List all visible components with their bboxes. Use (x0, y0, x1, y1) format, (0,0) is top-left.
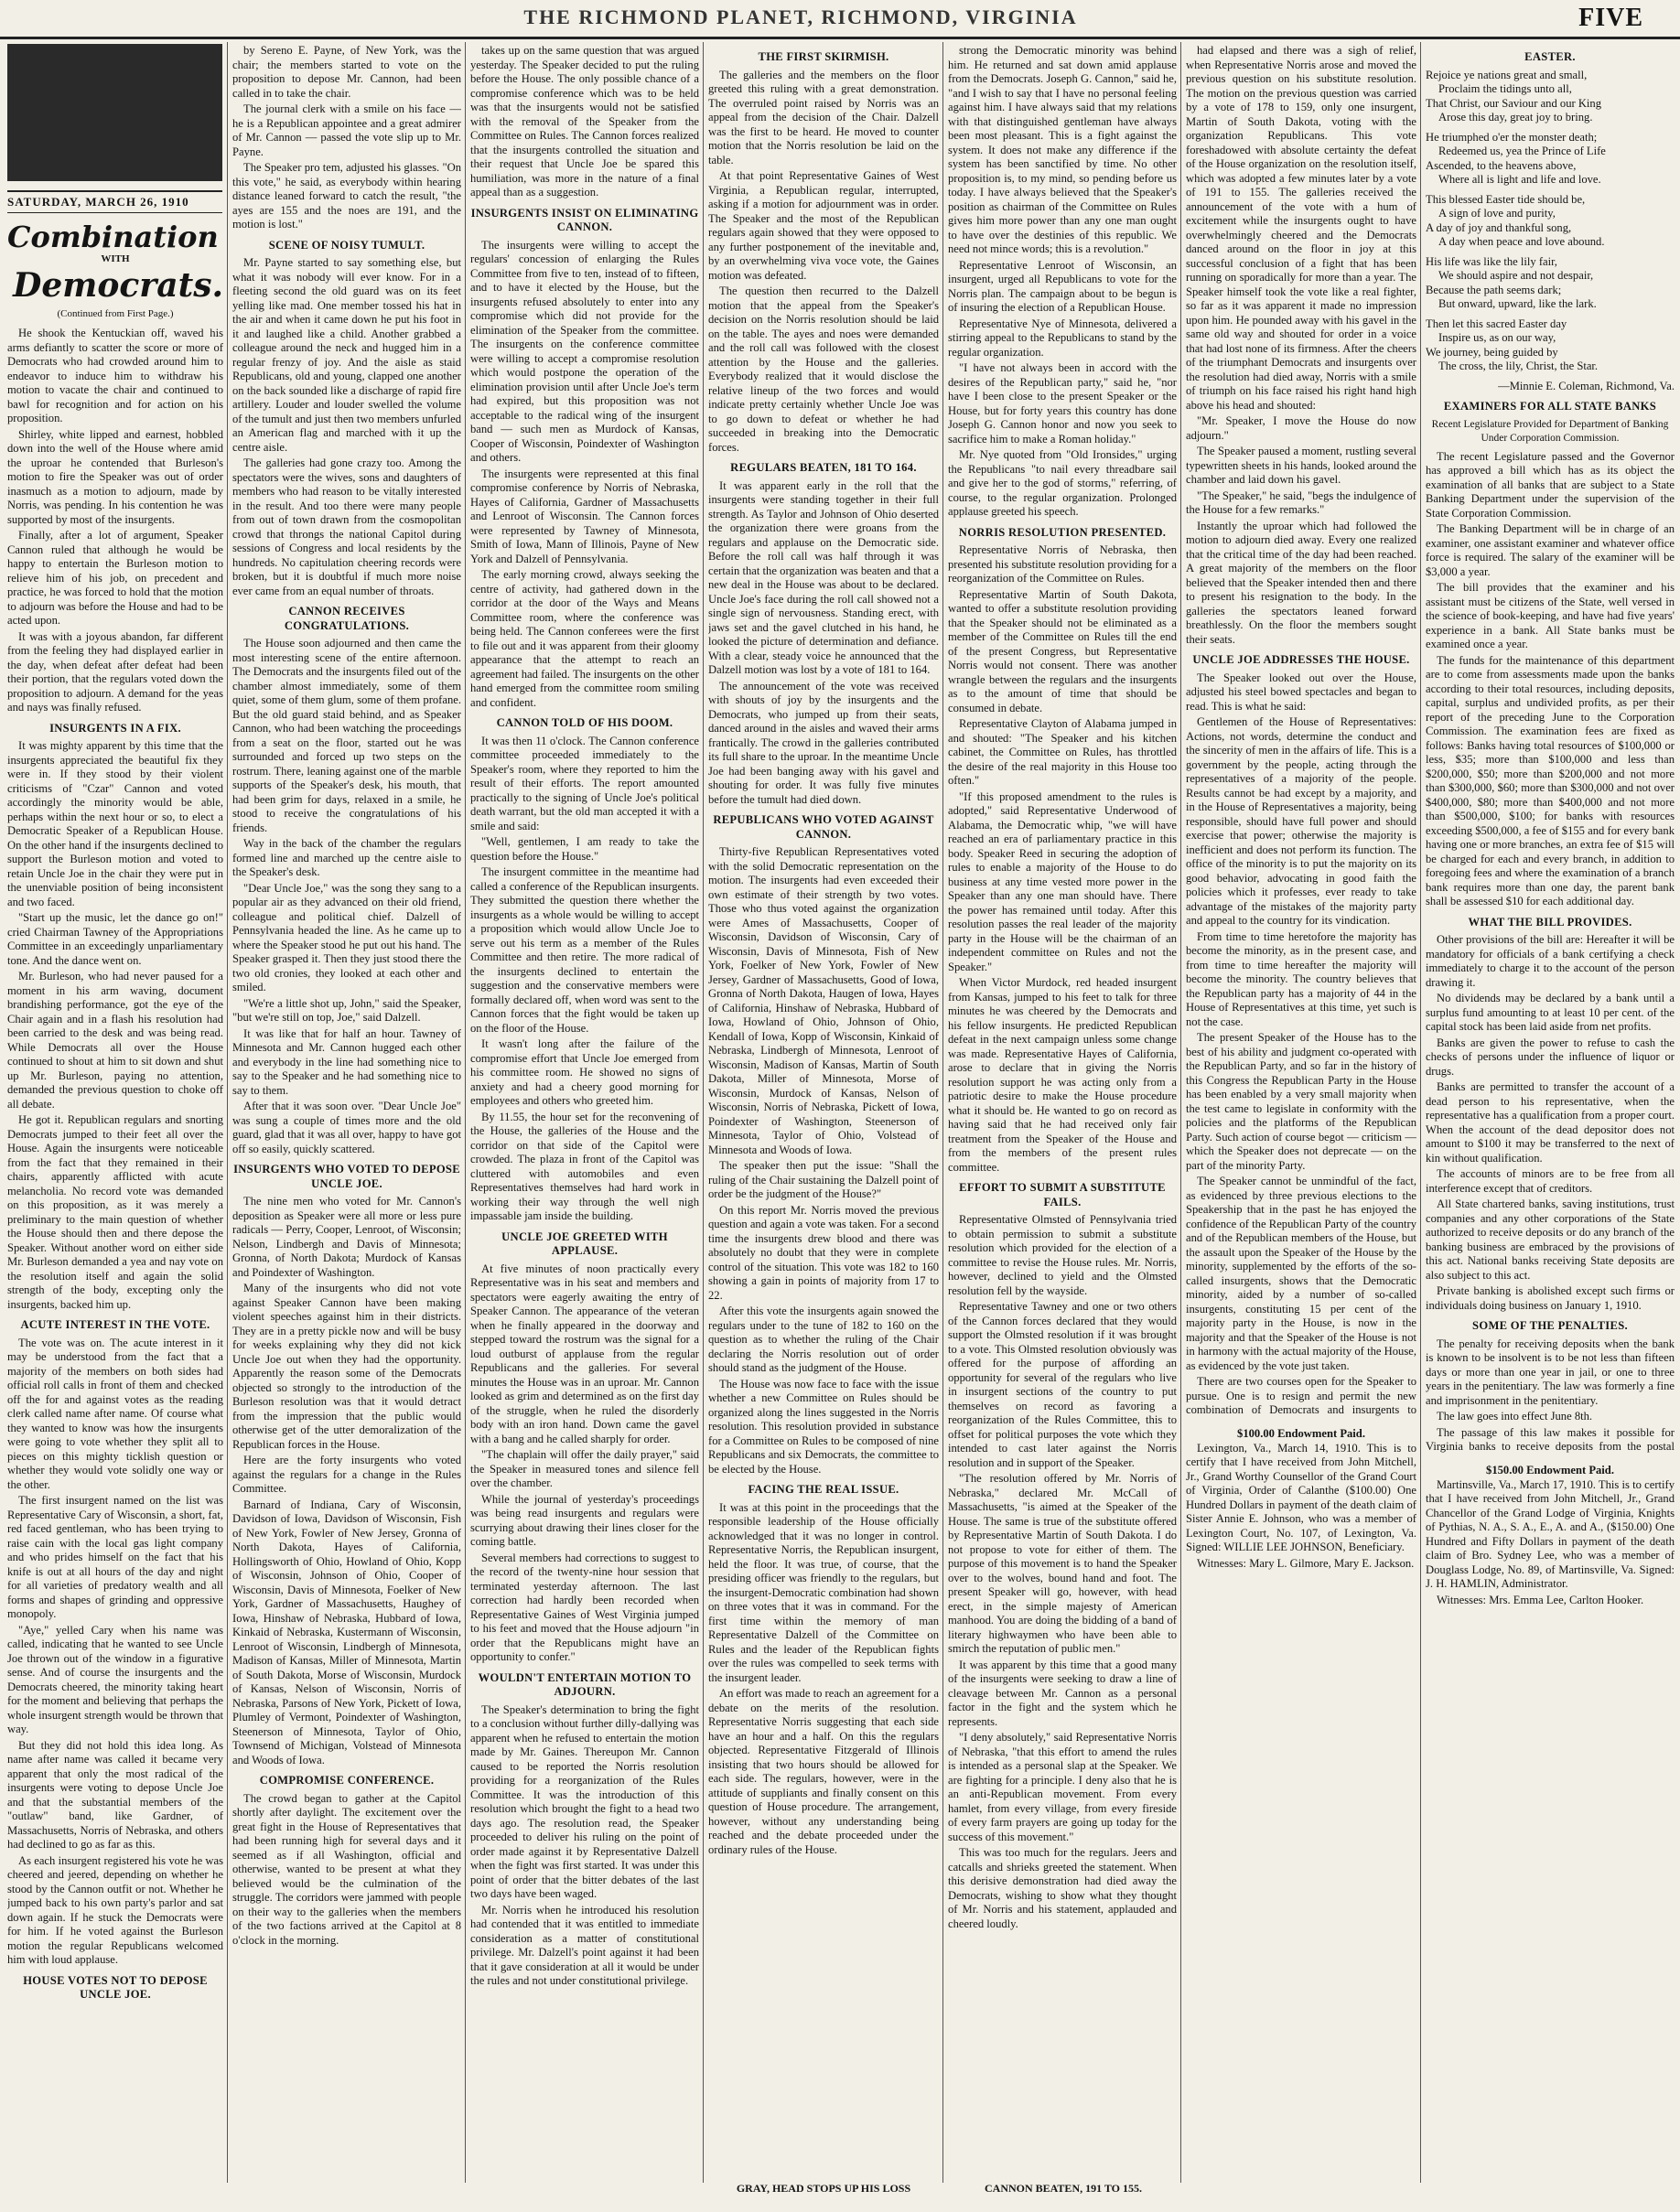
subheading: UNCLE JOE ADDRESSES THE HOUSE. (1192, 653, 1410, 666)
paragraph: The question then recurred to the Dalzell motion that the appeal from the Speaker's decision on the Norris resolution should be laid on the table. The ayes and noes were demanded and the roll call was followed with the closest attention by the House and the galleries. Everybody realized that it would disclose the relative lineup of the two forces and would indicate pretty certainly whether Uncle Joe was to go down to defeat or whether he had succeeded in breaking into the Democratic forces. (708, 285, 939, 454)
article-column-2 (232, 44, 461, 2185)
paragraph: On this report Mr. Norris moved the previous question and again a vote was taken. For a second time the insurgents drew blood and there was absolutely no doubt that they were in complete control of the situation. This vote was 182 to 160 showing a gain in points of majority from 17 to 22. (708, 1203, 939, 1302)
paragraph: The insurgent committee in the meantime had called a conference of the Republican insurgents. They submitted the question there whether the insurgents as a whole would be willing to accept a proposition which would allow Uncle Joe to serve out his term as a member of the Rules Committee and then retire. The more radical of the insurgents declined to entertain the suggestion and the conservative members were formally declared off, when word was sent to the Cannon forces that the fight would be taken up on the floor of the House. (470, 865, 699, 1035)
paragraph: Shirley, white lipped and earnest, hobbled down into the well of the House where amid the uproar he contended that Burleson's motion to fire the Speaker was out of order inasmuch as a motion to adjourn, made by Norris, was pending. In his contention he was supported by most of the insurgents. (7, 427, 223, 526)
paragraph: had elapsed and there was a sigh of relief, when Representative Norris arose and moved the previous question on his substitute resolution. The motion on the previous question was carried by a vote of 178 to 159, only one insurgent, Martin of South Dakota, voting with the organization Republicans. This vote foreshadowed with absolute certainty the defeat of the House organization on the resolution itself, which was adopted a few minutes later by a vote of 191 to 155. The galleries received the announcement of the vote with a hum of excitement while the insurgents ought to have overwhelmingly cheered and the Democrats danced around on the floor in joy at this successful conclusion of a fight that has been running on sporadically for more than a year. The Speaker himself took the vote like a real fighter, so far as it was apparent it made no impression upon him. He pounded away with his gavel in the same old way and shouted for order in a voice that had lost none of its firmness. After the cheers of the triumphant Democrats and insurgents over the resolution had died away, Norris with a smile of triumph on his face raised his right hand high above his head and shouted: (1186, 44, 1416, 412)
poem-line: Then let this sacred Easter day (1426, 317, 1567, 330)
paragraph: All State chartered banks, saving institutions, trust companies and any other corporations of the State authorized to receive deposits or do any branch of the banking business are embraced by the provisions of this act. National banks receiving State deposits are also subject to this act. (1426, 1197, 1675, 1282)
paragraph: While the journal of yesterday's proceedings was being read insurgents and regulars were scurrying about drawing their lines closer for the coming battle. (470, 1492, 699, 1548)
paragraph: The Speaker cannot be unmindful of the fact, as evidenced by three previous elections to the Speakership that in the past he has enjoyed the confidence of the Republican Party of the country and of the Republican members of the House, but the assault upon the Speaker of the House by the minority, supplemented by the efforts of the so-called insurgents, shows that the Democratic minority, aided by a number of so-called insurgents, constituting 15 per cent of the majority party in the House, is now in the majority and that the Speaker of the House is not in harmony with the actual majority of the House, as evidenced by the vote just taken. (1186, 1175, 1416, 1372)
poem-stanza (1426, 193, 1675, 250)
paragraph: "I have not always been in accord with the desires of the Republican party," said he, "nor have I been close to the present Speaker or the House, but for forty years this country has done Joseph G. Cannon honor and now you seek to sacrifice him to make a Roman holiday." (948, 361, 1177, 446)
paragraph: It wasn't long after the failure of the compromise effort that Uncle Joe emerged from his committee room. He showed no signs of anxiety and had a cheery good morning for employees and others who greeted him. (470, 1037, 699, 1107)
notice-text: Lexington, Va., March 14, 1910. This is to certify that I have received from John Mitchell, Jr., Grand Worthy Counsellor of the Grand Court of Virginia, Order of Calanthe ($100.00) One Hundred Dollars in payment of the death claim of Sister Annie E. Johnson, who was a member of Lexington Court, No. 107, of Lexington, Va. Signed: WILLIE LEE JOHNSON, Beneficiary. (1186, 1441, 1416, 1553)
subheading: EFFORT TO SUBMIT A SUBSTITUTE FAILS. (959, 1181, 1166, 1208)
column-rule (465, 42, 466, 2183)
paragraph: The House was now face to face with the issue whether a new Committee on Rules should be organized along the lines suggested in the Norris resolution. This resolution provided in substance for a Committee on Rules to be composed of nine Republicans and six Democrats, the committee to be elected by the House. (708, 1377, 939, 1476)
paragraph: It was apparent early in the roll that the insurgents were standing together in their full strength. As Taylor and Johnson of Ohio deserted the organization there were groans from the regulars and applause on the Democratic side. Before the roll call was half through it was certain that the organization was beaten and that a new deal in the House was about to be declared. Uncle Joe's face during the roll call showed not a single sign of nervousness. Standing erect, with jaws set and the gavel clutched in his hand, he looked the picture of determination and defiance. With a clear, steady voice he announced that the Dalzell motion was lost by a vote of 181 to 164. (708, 478, 939, 676)
column-rule (942, 42, 943, 2183)
header-photo (7, 44, 222, 181)
paragraph: takes up on the same question that was argued yesterday. The Speaker decided to put the ruling before the House. The only possible chance of a compromise conference which was to be held was that the insurgents would not be satisfied with the removal of the Speaker from the Committee on Rules. The Cannon forces realized that the insurgents controlled the situation and their request that Uncle Joe be spared this humiliation, was more in the nature of a final appeal than as a suggestion. (470, 44, 699, 199)
paragraph: The Banking Department will be in charge of an examiner, one assistant examiner and whatever office force is required. The salary of the examiner will be $3,000 a year. (1426, 522, 1675, 578)
paragraph: From time to time heretofore the majority has become the minority, as in the present case, and from time to time hereafter the majority will become the minority. The country believes that the Republican party has a majority of 44 in the House of Representatives at this time, yet such is not the case. (1186, 929, 1416, 1028)
subheading: HOUSE VOTES NOT TO DEPOSE UNCLE JOE. (23, 1973, 208, 2001)
page-number: FIVE (1578, 4, 1643, 32)
poem-line: Arose this day, great joy to bring. (1438, 111, 1593, 123)
paragraph: "Dear Uncle Joe," was the song they sang to a popular air as they advanced on their old friend, colleague and political chief. Dalzell of Pennsylvania headed the line. As he came up to where the Speaker stood he put out his hand. The Speaker grasped it. Then they just stood there the two old cronies, they looked at each other and smiled. (232, 881, 461, 993)
poem-line: We journey, being guided by (1426, 345, 1558, 359)
paragraph: After this vote the insurgents again snowed the regulars under to the tune of 182 to 160 on the question as to whether the ruling of the Chair declaring the Norris resolution out of order should stand as the judgment of the House. (708, 1305, 939, 1374)
paragraph: The galleries had gone crazy too. Among the spectators were the wives, sons and daughters of members who had reason to be vitally interested in the result. And too there were many people from out of town drawn from the cosmopolitan crowd that throngs the national Capitol during sessions of Congress and local residents by the hundreds. No capitulation cheering records were broken, but it is doubtful if much more noise ever came from an equal number of throats. (232, 456, 461, 597)
paragraph: Representative Lenroot of Wisconsin, an insurgent, urged all Republicans to vote for the Norris plan. The campaign about to be begun is of insuring the election of a Republican House. (948, 258, 1177, 314)
column-4-bottom-heading: GRAY, HEAD STOPS UP HIS LOSS (736, 2182, 911, 2195)
article-column-6 (1186, 44, 1416, 1416)
paragraph: "We're a little shot up, John," said the Speaker, "but we're still on top, Joe," said Dalzell. (232, 996, 461, 1024)
notice-heading: $100.00 Endowment Paid. (1237, 1427, 1365, 1440)
paragraph: It was at this point in the proceedings that the responsible leadership of the House officially acknowledged that it was no longer in control. Representative Norris, the Republican insurgent, held the floor. It was true, of course, that the presiding officer was friendly to the regulars, but the insurgent-Democratic combination had shown on three votes that it was in command. For the first time within the memory of man Representative Dalzell of the Committee on Rules and the leader of the Republican fights over the rules was compelled to seek terms with the insurgent leader. (708, 1500, 939, 1684)
paragraph: The Speaker pro tem, adjusted his glasses. "On this vote," he said, as everybody within hearing distance leaned forward to catch the result, "the ayes are 155 and the noes are 191, and the motion is lost." (232, 161, 461, 231)
paragraph: Mr. Burleson, who had never paused for a moment in his arm waving, document brandishing performance, got the eye of the Chair again and in a flash his resolution had been carried to the desk and was being read. While Democrats all over the House continued to shout at him to sit down and shut up Mr. Burleson, paying no attention, demanded the previous question to choke off all debate. (7, 970, 223, 1111)
column-rule (227, 42, 228, 2183)
paragraph: Way in the back of the chamber the regulars formed line and marched up the centre aisle to the Speaker's desk. (232, 837, 461, 878)
poem-line: Proclaim the tidings unto all, (1438, 82, 1572, 95)
paragraph: Private banking is abolished except such firms or individuals doing business on January 1, 1910. (1426, 1284, 1675, 1312)
paragraph: Barnard of Indiana, Cary of Wisconsin, Davidson of Iowa, Davidson of Wisconsin, Fish of New York, Fowler of New Jersey, Gronna of North Dakota, Hayes of California, Hollingsworth of Ohio, Howland of Ohio, Kopp of Wisconsin, Johnson of Ohio, Cooper of Wisconsin, Davis of Minnesota, Foelker of New York, Gardner of Massachusetts, Haughey of Iowa, Hinshaw of Nebraska, Hubbard of Iowa, Kinkaid of Nebraska, Kustermann of Wisconsin, Lenroot of Wisconsin, Lindbergh of Minnesota, Madison of Kansas, Miller of Minnesota, Martin of South Dakota, Morse of Wisconsin, Murdock of Kansas, Nelson of Wisconsin, Norris of Nebraska, Parsons of New York, Pickett of Iowa, Plumley of Vermont, Poindexter of Washington, Steenerson of Minnesota, Taylor of Ohio, Townsend of Michigan, Volstead of Minnesota and Woods of Iowa. (232, 1498, 461, 1766)
poem-line: Because the path seems dark; (1426, 283, 1562, 296)
paragraph: Representative Tawney and one or two others of the Cannon forces declared that they would support the Olmsted resolution if it was brought to a vote. This Olmsted resolution obviously was offered for the purpose of affording an opportunity for several of the regulars who live in insurgent sections of the country to put themselves on record as favoring a reorganization of the Rules Committee, this to offset for political purposes the vote which they intended to cast later against the Norris resolution and in support of the Speaker. (948, 1300, 1177, 1469)
headline-with: WITH (101, 253, 130, 264)
article-column-1 (7, 216, 223, 2183)
poem-line: That Christ, our Saviour and our King (1426, 96, 1602, 110)
poem-line: Rejoice ye nations great and small, (1426, 68, 1588, 81)
paragraph: Representative Olmsted of Pennsylvania tried to obtain permission to submit a substitute resolution which provided for the election of a committee to revise the House rules. Mr. Norris, however, declined to yield and the Olmsted resolution fell by the wayside. (948, 1213, 1177, 1297)
paragraph: Representative Martin of South Dakota, wanted to offer a substitute resolution providing that the Speaker should not be eliminated as a member of the Committee on Rules till the end of the present Congress, but Representative Norris would not consent. There was another wrangle between the regulars and the insurgents as to the amount of time that should be consumed in debate. (948, 587, 1177, 714)
paragraph: Thirty-five Republican Representatives voted with the solid Democratic representation on the motion. The insurgents had even exceeded their own estimate of their strength by two votes. Those who thus voted against the organization were Ames of Massachusetts, Cooper of Wisconsin, Davidson of Wisconsin, Cary of Wisconsin, Davis of Minnesota, Fish of New York, Foelker of New York, Fowler of New Jersey, Gardner of Massachusetts, Good of Iowa, Gronna of North Dakota, Haugen of Iowa, Hayes of California, Hinshaw of Nebraska, Hubbard of Iowa, Howland of Ohio, Johnson of Ohio, Kendall of Iowa, Kopp of Wisconsin, Kinkaid of Nebraska, Lindbergh of Minnesota, Lenroot of Wisconsin, Madison of Kansas, Martin of South Dakota, Miller of Minnesota, Morse of Wisconsin, Murdock of Kansas, Nelson of Wisconsin, Norris of Nebraska, Pickett of Iowa, Poindexter of Washington, Steenerson of Minnesota, Taylor of Ohio, Volstead of Minnesota and Woods of Iowa. (708, 845, 939, 1156)
paragraph: Mr. Nye quoted from "Old Ironsides," urging the Republicans "to nail every threadbare sail and give her to the god of storms," referring, of course, to the regular organization. Prolonged applause greeted his speech. (948, 448, 1177, 518)
notice-text: Martinsville, Va., March 17, 1910. This is to certify that I have received from John Mitchell, Jr., Grand Chancellor of the Grand Lodge of Virginia, Knights of Pythias, N. A., S. A., E., A. and A., ($150.00) One Hundred and Fifty Dollars in payment of the death claim of Bro. Sydney Lee, who was a member of Douglass Lodge, No. 89, of Martinsville, Va. Signed: J. H. HAMLIN, Administrator. (1426, 1477, 1675, 1590)
paragraph: The Speaker paused a moment, rustling several typewritten sheets in his hands, looked around the chamber and laid down his gavel. (1186, 445, 1416, 486)
subheading-deck: Recent Legislature Provided for Department of Banking Under Corporation Commission. (1431, 418, 1669, 444)
paragraph: Finally, after a lot of argument, Speaker Cannon ruled that although he would be happy to entertain the Burleson motion to relieve him of his job, on precedent and practice, he was forced to hold that the motion to adjourn was before the House and had to be acted upon. (7, 529, 223, 627)
paragraph: The law goes into effect June 8th. (1437, 1410, 1593, 1423)
paragraph: It was apparent by this time that a good many of the insurgents were seeking to draw a line of cleavage between Mr. Cannon as a personal factor in the fight and the system which he represents. (948, 1658, 1177, 1728)
paragraph: There are two courses open for the Speaker to pursue. One is to resign and permit the new combination of Democrats and insurgents to (1186, 1375, 1416, 1416)
paragraph: The accounts of minors are to be free from all interference except that of creditors. (1426, 1167, 1675, 1195)
subheading: ACUTE INTEREST IN THE VOTE. (20, 1318, 210, 1331)
endowment-notice-150 (1426, 1464, 1675, 2177)
subheading: COMPROMISE CONFERENCE. (259, 1774, 435, 1787)
poem-line: This blessed Easter tide should be, (1426, 192, 1586, 206)
headline-combination: Combination (7, 220, 219, 254)
poem-line: But onward, upward, like the lark. (1438, 297, 1597, 310)
paragraph: "Start up the music, let the dance go on!" cried Chairman Tawney of the Appropriations Committee in an exceedingly unparliamentary tone. And the dance went on. (7, 911, 223, 967)
paragraph: The announcement of the vote was received with shouts of joy by the insurgents and the Democrats, who jumped up from their seats, danced around in the aisles and waved their arms frantically. The crowd in the galleries contributed its full share to the uproar. In the meantime Uncle Joe had been banging away with his gavel and shouting for order. It was fully five minutes before the tumult had died down. (708, 679, 939, 806)
paragraph: The funds for the maintenance of this department are to come from assessments made upon the banks according to their total resources, including deposits, capital, surplus and undivided profits, as per their report of the preceding June to the Corporation Commission. The examination fees are fixed as follows: Banks having total resources of $100,000 or less, $35; more than $100,000 and less than $200,000, $50; more than $200,000 and not more than $300,000, $60; more than $300,000 and not over $400,000, $80; more than $400,000 and not more than $500,000, $100; for banks with resources exceeding $500,000, a fee of $155 and for every bank having one or more branches, an extra fee of $15 will be charged for each and every branch, in addition to foregoing fees and where the examination of a branch bank requires more than one day, the parent bank shall be assessed $10 for each additional day. (1426, 653, 1675, 907)
paragraph: Here are the forty insurgents who voted against the regulars for a change in the Rules Committee. (232, 1454, 461, 1495)
poem-line: Inspire us, as on our way, (1438, 331, 1556, 344)
paragraph: The insurgents were represented at this final compromise conference by Norris of Nebraska, Hayes of California, Gardner of Massachusetts and Lenroot of Wisconsin. The Cannon forces were represented by Tawney of Minnesota, Smith of Iowa, Mann of Illinois, Payne of New York and Dalzell of Pennsylvania. (470, 467, 699, 565)
column-rule (1180, 42, 1181, 2183)
dateline: SATURDAY, MARCH 26, 1910 (7, 190, 222, 213)
header-rule (0, 37, 1680, 39)
article-column-4 (708, 44, 939, 2157)
paragraph: No dividends may be declared by a bank until a surplus fund amounting to at least 10 per cent. of the capital stock has been laid aside from net profits. (1426, 992, 1675, 1033)
paragraph: It was with a joyous abandon, far different from the feeling they had displayed earlier in the day, when defeat after defeat had been their portion, that the regulars voted down the proposition to adjourn. A demand for the yeas and nays was finally refused. (7, 629, 223, 714)
paragraph: At that point Representative Gaines of West Virginia, a Republican regular, interrupted, asking if a motion for adjournment was in order. The Speaker and the most of the Republican regulars again showed that they were opposed to any further postponement of the inevitable and, by an overwhelming viva voce vote, the Gaines motion was defeated. (708, 169, 939, 282)
paragraph: "I deny absolutely," said Representative Norris of Nebraska, "that this effort to amend the rules is intended as a personal slap at the Speaker. We are fighting for a principle. I deny also that he is an anti-Republican movement. From every hamlet, from every village, from every fireside of every farm prayers are going up today for the success of this movement." (948, 1731, 1177, 1843)
paragraph: He got it. Republican regulars and snorting Democrats jumped to their feet all over the House. Again the insurgents were noticeable from the fact that they remained in their chairs, apparently afflicted with acute melancholia. No record vote was demanded on this proposition, as it was merely a preliminary to the main question of whether the House should then and there depose the Speaker. Without another word on either side Mr. Burleson demanded a yea and nay vote on the resolution itself and again the solid strength of the body, excepting only the insurgents, backed him up. (7, 1113, 223, 1311)
subheading: INSURGENTS INSIST ON ELIMINATING CANNON. (470, 206, 699, 233)
poem-line: A day when peace and love abound. (1438, 235, 1605, 248)
subheading: EXAMINERS FOR ALL STATE BANKS (1443, 400, 1657, 413)
paragraph: The Speaker looked out over the House, adjusted his steel bowed spectacles and began to read. This is what he said: (1186, 671, 1416, 713)
subheading: FACING THE REAL ISSUE. (748, 1483, 899, 1496)
subheading: SCENE OF NOISY TUMULT. (268, 238, 425, 252)
paragraph: The passage of this law makes it possible for Virginia banks to receive deposits from the postal (1426, 1425, 1675, 1453)
column-5-bottom-heading: CANNON BEATEN, 191 TO 155. (984, 2182, 1143, 2195)
paragraph: At five minutes of noon practically every Representative was in his seat and members and spectators were eagerly awaiting the entry of Speaker Cannon. The appearance of the veteran when he finally appeared in the doorway and stepped toward the rostrum was the signal for a loud outburst of applause from the regular Republicans and the galleries. For several minutes the House was in an uproar. Mr. Cannon looked as grim and determined as on the first day of the struggle, when he ruled the disorderly body with an iron hand. Down came the gavel with a bang and he called sharply for order. (470, 1262, 699, 1445)
poem-stanza (1426, 255, 1675, 312)
poem-line: Redeemed us, yea the Prince of Life (1438, 145, 1606, 157)
paragraph: The crowd began to gather at the Capitol shortly after daylight. The excitement over the great fight in the House of Representatives that had been running high for several days and it seemed as if all Washington, official and otherwise, wanted to be present at what they believed would be the culmination of the struggle. The corridors were jammed with people on their way to the galleries when the members of the two factions arrived at the Capitol at 8 o'clock in the morning. (232, 1791, 461, 1947)
paragraph: "Mr. Speaker, I move the House do now adjourn." (1186, 414, 1416, 442)
paragraph: "Well, gentlemen, I am ready to take the question before the House." (470, 835, 699, 863)
paragraph: By 11.55, the hour set for the reconvening of the House, the galleries of the House and the corridor on that side of the Capitol were crowded. The plaza in front of the Capitol was cluttered with automobiles and even Representatives themselves had hard work in working their way through the well nigh impassable jam inside the building. (470, 1110, 699, 1222)
article-column-7 (1426, 44, 1675, 1453)
paragraph: The House soon adjourned and then came the most interesting scene of the entire afternoon. The Democrats and the insurgents filed out of the chamber almost immediately, some of them quiet, some of them glum, some of them profane. But the old guard staid behind, and as Speaker Cannon, who had been watching the proceedings from a seat on the floor, started out he was surrounded and forced up two steps on the rostrum. There, leaning against one of the marble supports of the Speaker's desk, his mouth, that had been grim for days, relaxed in a smile, he stood to receive the congratulations of his friends. (232, 637, 461, 834)
paragraph: As each insurgent registered his vote he was cheered and jeered, depending on whether he stood by the Cannon outfit or not. Whether he jumped back to his own party's parlor and sat down again. If he stuck the Democrats were for him. If he voted against the Burleson motion the regular Republicans welcomed him with loud applause. (7, 1853, 223, 1966)
poem-line: A sign of love and purity, (1438, 207, 1556, 220)
paragraph: by Sereno E. Payne, of New York, was the chair; the members started to vote on the proposition to depose Mr. Cannon, had been called in to take the chair. (232, 44, 461, 100)
poem-stanza (1426, 69, 1675, 125)
paragraph: The insurgents were willing to accept the regulars' concession of enlarging the Rules Committee from five to ten, instead of to fifteen, and to have it elected by the House, but the insurgents refused absolutely to enter into any compromise which did not provide for the elimination of the Speaker from the committee. The insurgents on the conference committee were willing to accept a compromise resolution which would postpone the operation of the elimination provision until after Uncle Joe's term had expired, but this proposition was not acceptable to the radical wing of the insurgent band — such men as Murdock of Kansas, Cooper of Wisconsin, Poindexter of Washington and others. (470, 238, 699, 464)
column-rule (703, 42, 704, 2183)
endowment-notice-100 (1186, 1427, 1416, 2177)
paragraph: The Speaker's determination to bring the fight to a conclusion without further dilly-dallying was apparent when he refused to entertain the motion made by Mr. Gaines. Thereupon Mr. Cannon caused to be reported the Norris resolution providing for a reorganization of the Rules Committee. It was the introduction of this resolution which brought the fight to a head two days ago. The resolution read, the Speaker proceeded to deliver his ruling on the point of order made against it by Representative Dalzell when the fight was first started. It was under this point of order that the bitter debates of the last two days have been waged. (470, 1702, 699, 1900)
paragraph: Representative Nye of Minnesota, delivered a stirring appeal to the Republicans to stand by the regular organization. (948, 317, 1177, 359)
paragraph: It was like that for half an hour. Tawney of Minnesota and Mr. Cannon hugged each other and everybody in the line had something nice to say to the Speaker and he had something nice to say to them. (232, 1026, 461, 1097)
poem-line: We should aspire and not despair, (1438, 269, 1594, 282)
paragraph: The early morning crowd, always seeking the centre of activity, had gathered down in the corridor at the door of the Ways and Means Committee room, where the conference was being held. The Cannon conferees were the first to file out and it was apparent from their gloomy appearance that the attempt to reach an agreement had failed. The insurgents on the other hand emerged from the committee room smiling and confident. (470, 568, 699, 709)
paragraph: "The resolution offered by Mr. Norris of Nebraska," declared Mr. McCall of Massachusetts, "is aimed at the Speaker of the House. The same is true of the substitute offered by Representative Martin of South Dakota. I do not propose to vote for either of them. The purpose of this movement is to hand the Speaker over to the wolves, bound hand and foot. The present Speaker will go, however, with head erect, in the simple majesty of American manhood. You are doing the bidding of a band of literary highwaymen who have been able to smirch the reputation of public men." (948, 1472, 1177, 1655)
paragraph: Representative Clayton of Alabama jumped in and shouted: "The Speaker and his kitchen cabinet, the Committee on Rules, has throttled the desire of the real majority in this House too often." (948, 717, 1177, 787)
poem-line: A day of joy and thankful song, (1426, 220, 1572, 234)
paragraph: The bill provides that the examiner and his assistant must be citizens of the State, well versed in the science of book-keeping, and have had five years' experience in a bank. All State banks must be examined once a year. (1426, 581, 1675, 650)
subheading: CANNON TOLD OF HIS DOOM. (496, 716, 673, 729)
paragraph: The vote was on. The acute interest in it may be understood from the fact that a majority of the members on both sides had official roll calls in front of them and checked off the for and against votes as the reading clerk called name after name. Of course what they wanted to know was how the insurgents were going to vote whether they split all to pieces on this mighty ticklish question or whether they would vote solidly one way or the other. (7, 1336, 223, 1491)
paragraph: After that it was soon over. "Dear Uncle Joe" was sung a couple of times more and the old guard, glad that it was all over, happy to have got off so easily, quickly scattered. (232, 1100, 461, 1155)
paragraph: He shook the Kentuckian off, waved his arms defiantly to scatter the score or more of Democrats who had crowded around him to endeavor to induce him to withdraw his motion to vacate the chair and continued to bawl for recognition and for action on his proposition. (7, 327, 223, 424)
paragraph: Several members had corrections to suggest to the record of the twenty-nine hour session that terminated yesterday afternoon. The last correction had hardly been recorded when Representative Gaines of West Virginia jumped to his feet and moved that the House adjourn "in order that the Republicans might have an opportunity to confer." (470, 1551, 699, 1663)
poem-line: Ascended, to the heavens above, (1426, 158, 1577, 172)
headline-democrats: Democrats. (13, 265, 223, 305)
paragraph: An effort was made to reach an agreement for a debate on the merits of the resolution. Representative Norris suggesting that each side have an hour and a half. On this the regulars objected. Representative Fitzgerald of Illinois insisting that two hours should be allowed for each side. The regulars, however, were in the attitude of suppliants and finally consent on this question of House procedure. The arrangement, however, without any understanding being reached and the debate proceeded under the ordinary rules of the House. (708, 1687, 939, 1856)
subheading: INSURGENTS WHO VOTED TO DEPOSE UNCLE JOE. (233, 1163, 460, 1190)
paragraph: Representative Norris of Nebraska, then presented his substitute resolution providing for a reorganization of the Committee on Rules. (948, 543, 1177, 585)
paragraph: Gentlemen of the House of Representatives: Actions, not words, determine the conduct and the sincerity of men in the affairs of life. This is a government by the people, acting through the representatives of a majority of the people. Results cannot be had except by a majority, and in the House of Representatives a majority, being responsible, should have full power and should exercise that power; otherwise the majority is inefficient and does not perform its function. The office of the minority is to put the majority on its good behavior, advocating in good faith the policies which it professes, ever ready to take advantage of the mistakes of the majority party and appeal to the country for its vindication. (1186, 715, 1416, 927)
paragraph: It was then 11 o'clock. The Cannon conference committee proceeded immediately to the Speaker's room, where they reported to him the result of their efforts. The report amounted practically to the signing of Uncle Joe's political death warrant, but the old man accepted it with a smile and said: (470, 734, 699, 832)
notice-heading: $150.00 Endowment Paid. (1486, 1464, 1614, 1476)
paragraph: But they did not hold this idea long. As name after name was called it became very apparent that only the most radical of the insurgents were voting to depose Uncle Joe and that the substantial members of the "outlaw" band, like Gardner, of Massachusetts, Norris of Nebraska, and others had declined to go as far as this. (7, 1738, 223, 1851)
notice-witnesses: Witnesses: Mrs. Emma Lee, Carlton Hooker. (1437, 1593, 1644, 1606)
article-column-3 (470, 44, 699, 2185)
continued-note: (Continued from First Page.) (57, 307, 174, 319)
column-rule (1420, 42, 1421, 2183)
paragraph: The nine men who voted for Mr. Cannon's deposition as Speaker were all more or less pure radicals — Perry, Cooper, Lenroot, of Wisconsin; Nelson, Lindbergh and Davis of Minnesota; Gronna, of North Dakota; Murdock of Kansas and Poindexter of Washington. (232, 1195, 461, 1279)
paragraph: "Aye," yelled Cary when his name was called, indicating that he wanted to see Uncle Joe thrown out of the window in a figurative sense. And of course the insurgents and the Democrats cheered, the minority taking heart for the moment and believing that perhaps the whole insurgent strength would be thrown that way. (7, 1623, 223, 1735)
poem-stanza (1426, 131, 1675, 188)
paragraph: The speaker then put the issue: "Shall the ruling of the Chair sustaining the Dalzell point of order be the judgment of the House?" (708, 1159, 939, 1200)
subheading: NORRIS RESOLUTION PRESENTED. (958, 525, 1167, 539)
paragraph: This was too much for the regulars. Jeers and catcalls and shrieks greeted the statement. When this derisive demonstration had died away the Democrats, wishing to show what they thought of Mr. Norris and his statement, applauded and cheered loudly. (948, 1846, 1177, 1930)
poem-stanza (1426, 317, 1675, 374)
paragraph: It was mighty apparent by this time that the insurgents appreciated the beautiful fix they were in. If they stood by their violent criticisms of "Czar" Cannon and voted accordingly the minority would be able, perhaps within the next hour or so, to elect a Democratic Speaker of a Republican House. On the other hand if the insurgents declined to support the Burleson motion and voted to retain Uncle Joe in the chair they were put in the unenviable position of being inconsistent and two faced. (7, 739, 223, 908)
paragraph: The penalty for receiving deposits when the bank is known to be insolvent is to be not less than fifteen days or more than one year in jail, or one to three years in the penitentiary. The law was formerly a fine and imprisonment in the penitentiary. (1426, 1337, 1675, 1407)
poem-title: EASTER. (1524, 50, 1576, 63)
masthead: THE RICHMOND PLANET, RICHMOND, VIRGINIA (523, 5, 1078, 28)
subheading: SOME OF THE PENALTIES. (1472, 1319, 1628, 1332)
easter-poem (1426, 69, 1675, 374)
paragraph: When Victor Murdock, red headed insurgent from Kansas, jumped to his feet to talk for three minutes he was cheered by the Democrats and his fellow insurgents. He predicted Republican defeat in the next campaign unless some change was made. Representative Hayes of California, arose to declare that in giving the Norris resolution support he was acting only from a patriotic desire to make the House procedure what it should be. He wanted to go on record as having said that he had received only fair treatment from the Speaker of the House and from the members of the present rules committee. (948, 976, 1177, 1174)
subheading: INSURGENTS IN A FIX. (49, 721, 181, 735)
poem-author: —Minnie E. Coleman, Richmond, Va. (1498, 379, 1675, 392)
paragraph: Instantly the uproar which had followed the motion to adjourn died away. Every one realized that the critical time of the day had been reached. A great majority of the members on the floor believed that the Speaker intended then and there to present his resignation to the body. In the galleries the spectators leaned forward breathlessly. On the floor the members sought their seats. (1186, 519, 1416, 646)
subheading: REPUBLICANS WHO VOTED AGAINST CANNON. (713, 813, 934, 841)
paragraph: The galleries and the members on the floor greeted this ruling with a great demonstration. The overruled point raised by Norris was an appeal from the decision of the Chair. Dalzell was the first to be heard. He moved to counter motion that the Norris resolution be laid on the table. (708, 68, 939, 166)
paragraph: Banks are permitted to transfer the account of a dead person to his representative, when the representative has a qualification from a proper court. When the account of the dead depositor does not amount to $100 it may be transferred to the next of kin without qualification. (1426, 1080, 1675, 1165)
paragraph: The first insurgent named on the list was Representative Cary of Wisconsin, a short, fat, red faced gentleman, who has been trying to raise cain with the local gas light company and who prides himself on the fact that his knife is out at all hours of the day and night for all varieties of predatory wealth and all forms and shapes of grinding and oppressive monopoly. (7, 1494, 223, 1620)
article-column-5 (948, 44, 1177, 2157)
paragraph: Other provisions of the bill are: Hereafter it will be mandatory for officials of a bank certifying a check immediately to charge it to the account of the person drawing it. (1426, 933, 1675, 989)
paragraph: Banks are given the power to refuse to cash the checks of persons under the influence of liquor or drugs. (1426, 1036, 1675, 1078)
paragraph: "The Speaker," he said, "begs the indulgence of the House for a few remarks." (1186, 489, 1416, 516)
poem-line: Where all is light and life and love. (1438, 173, 1601, 186)
paragraph: "If this proposed amendment to the rules is adopted," said Representative Underwood of Alabama, the Democratic whip, "we will have reached an era of parliamentary practice in this body. Speaker Reed in securing the adoption of rules to enable a majority of the House to do business at any time vested more power in the Speaker than any one man should have. There the power has remained until today. After this resolution passes the real leader of the majority party in the House will be the chairman of an independent committee on Rules and not the Speaker." (948, 789, 1177, 973)
subheading: THE FIRST SKIRMISH. (758, 50, 889, 63)
notice-witnesses: Witnesses: Mary L. Gilmore, Mary E. Jackson. (1197, 1556, 1415, 1570)
poem-line: He triumphed o'er the monster death; (1426, 130, 1598, 144)
paragraph: The recent Legislature passed and the Governor has approved a bill which has as its object the examination of all banks that are subject to a State Banking Department under the supervision of the State Corporation Commission. (1426, 449, 1675, 520)
paragraph: strong the Democratic minority was behind him. He returned and sat down amid applause from the Democrats. Joseph G. Cannon," said he, "and I wish to say that I have no personal feeling against him. I have always said that my relations with that distinguished gentleman have always been most pleasant. This is a fight against the system. It does not make any difference if the system has been sanctified by time. No other proposition is, to my mind, so pending before us today. I have always believed that the Speaker's position as chairman of the Committee on Rules gives him more power than any one man ought to have over the destinies of this republic. We need not mince words; this is a revolution." (948, 44, 1177, 255)
subheading: REGULARS BEATEN, 181 TO 164. (730, 461, 917, 474)
paragraph: Many of the insurgents who did not vote against Speaker Cannon have been making violent speeches against him in their districts. They are in a pretty pickle now and will be busy for weeks explaining why they did not kick Uncle Joe out when they had the opportunity. Apparently the reason some of the Democrats objected so strongly to the introduction of the Burleson resolution was that it would detract from the impression that the public would otherwise get of the utter demoralization of the Republican forces in the House. (232, 1282, 461, 1451)
subheading: WHAT THE BILL PROVIDES. (1468, 915, 1632, 929)
poem-line: His life was like the lily fair, (1426, 254, 1557, 268)
paragraph: Mr. Norris when he introduced his resolution had contended that it was entitled to immediate consideration as a matter of constitutional privilege. Mr. Dalzell's point against it had been that it gave consideration at all it would be under the rules and not under constitutional privilege. (470, 1903, 699, 1987)
paragraph: Mr. Payne started to say something else, but what it was nobody will ever know. For in a fleeting second the old guard was on its feet yelling like mad. One member tossed his hat in the air and when it came down he put his foot in it and laughed like a child. Another grabbed a colleague around the neck and hugged him in a regular frenzy of joy. And the aisle as staid Republicans, old and young, clapped one another on the back sounded like a discharge of rapid fire artillery. Louder and louder swelled the volume of the tumult and just then two members unfurled an American flag and marched with it up the centre aisle. (232, 256, 461, 454)
subheading: CANNON RECEIVES CONGRATULATIONS. (284, 605, 410, 632)
paragraph: The present Speaker of the House has to the best of his ability and judgment co-operated with the Republican Party, and so far in the history of this Congress the Republican Party in the House has been enabled by a very small majority when the test came to legislate in conformity with the policies and the platforms of the Republican Party. Such action of course begot — criticism — which the Speaker does not deprecate — on the part of the minority Party. (1186, 1031, 1416, 1172)
paragraph: The journal clerk with a smile on his face — he is a Republican appointee and a great admirer of Mr. Cannon — passed the vote slip up to Mr. Payne. (232, 102, 461, 158)
subheading: WOULDN'T ENTERTAIN MOTION TO ADJOURN. (478, 1670, 692, 1698)
poem-line: The cross, the lily, Christ, the Star. (1438, 360, 1599, 372)
subheading: UNCLE JOE GREETED WITH APPLAUSE. (501, 1229, 668, 1257)
paragraph: "The chaplain will offer the daily prayer," said the Speaker in measured tones and silence fell over the chamber. (470, 1448, 699, 1489)
